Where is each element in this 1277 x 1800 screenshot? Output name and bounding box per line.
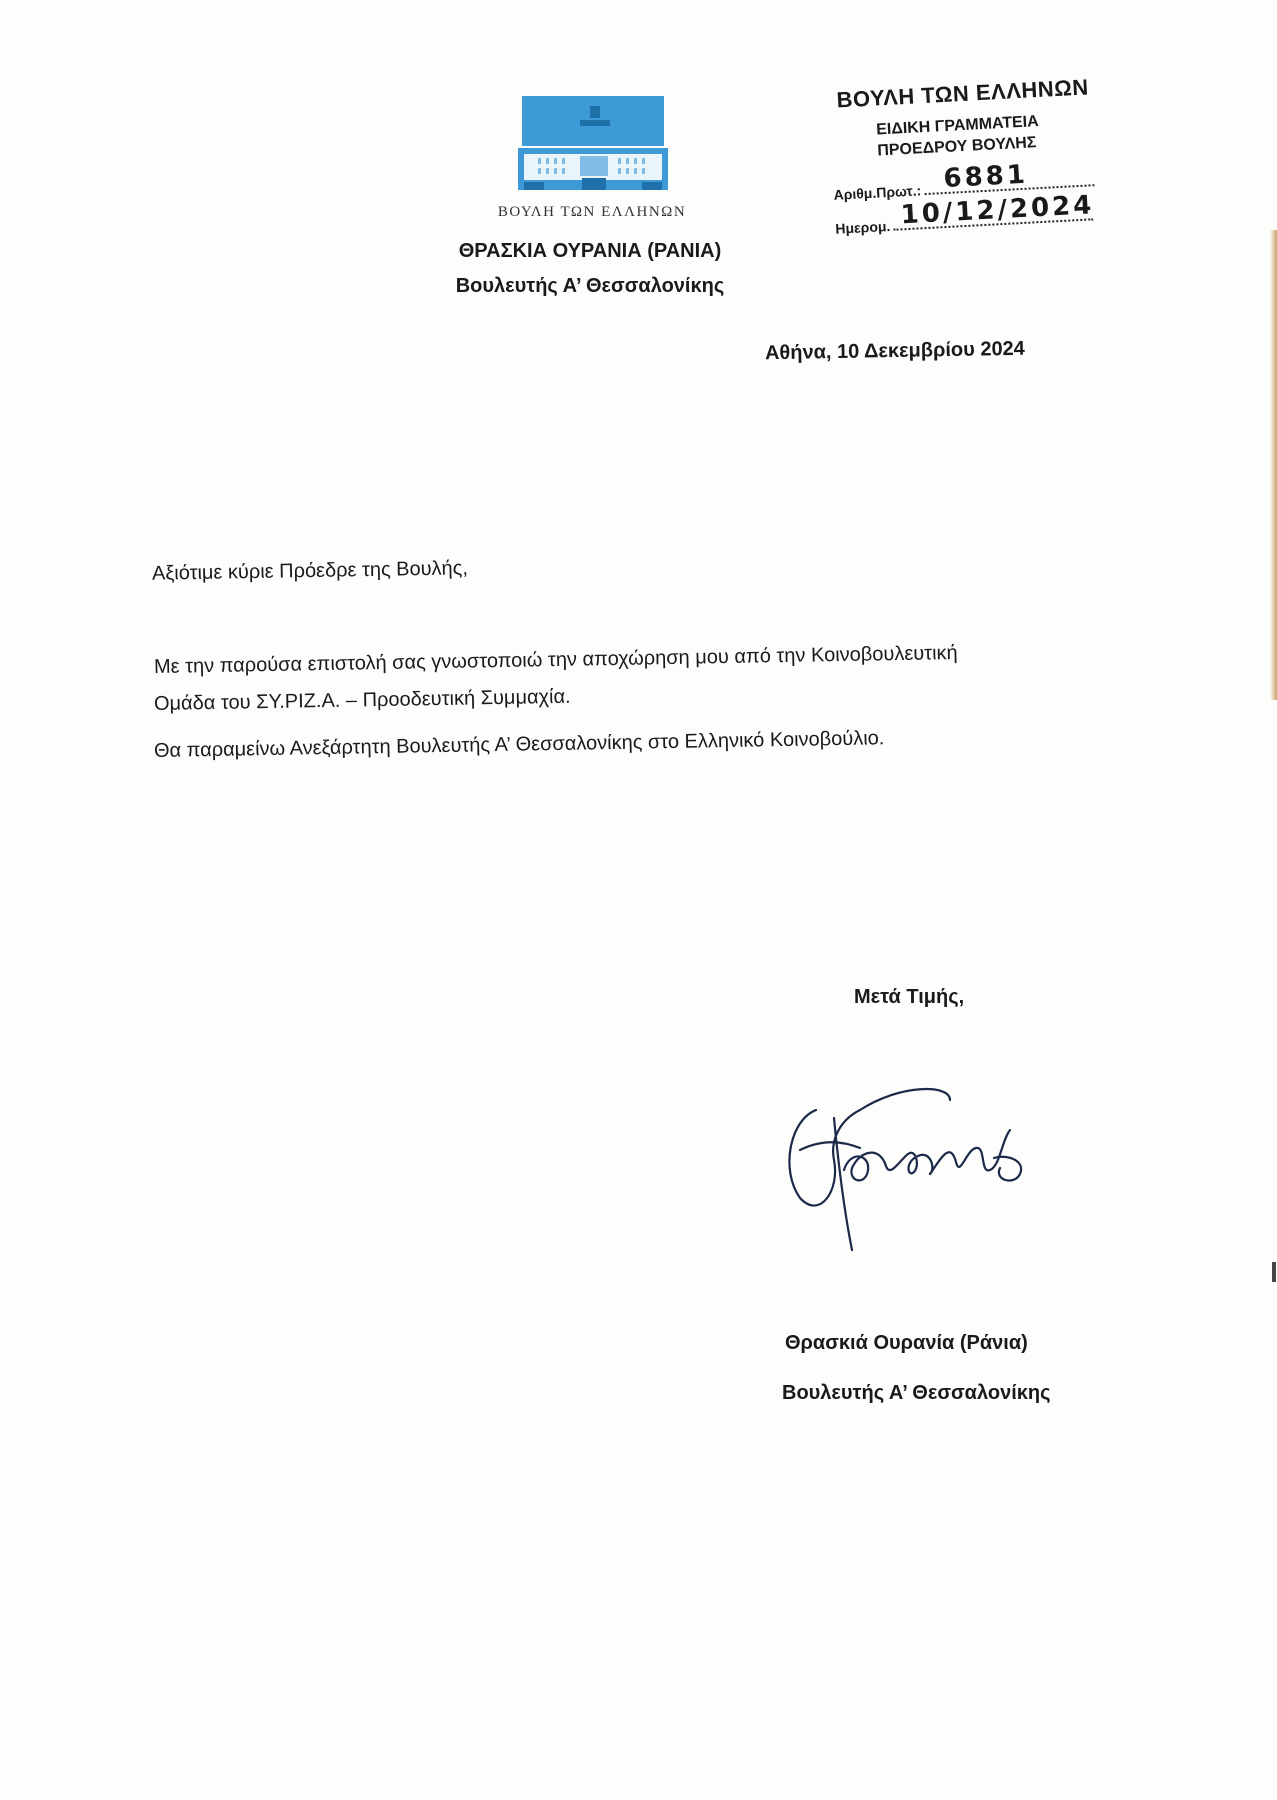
stamp-department: ΕΙΔΙΚΗ ΓΡΑΜΜΑΤΕΙΑ [875, 113, 1040, 139]
protocol-label: Αριθμ.Πρωτ.: [833, 182, 922, 203]
protocol-number: 6881 [942, 159, 1029, 195]
scan-edge [1270, 230, 1277, 700]
mp-title: Βουλευτής Α’ Θεσσαλονίκης [455, 275, 725, 297]
signatory-title: Βουλευτής Α’ Θεσσαλονίκης [782, 1382, 1051, 1404]
paragraph-1-line-1: Με την παρούσα επιστολή σας γνωστοποιώ την αποχώρηση μου από την Κοινοβουλευτική [153, 641, 958, 678]
letter-date: Αθήνα, 10 Δεκεμβρίου 2024 [764, 337, 1026, 365]
paragraph-2: Θα παραμείνω Ανεξάρτητη Βουλευτής Α’ Θεσσαλονίκης στο Ελληνικό Κοινοβούλιο. [153, 727, 885, 762]
handwritten-signature [780, 1070, 1050, 1260]
paragraph-1-line-2: Ομάδα του ΣΥ.ΡΙΖ.Α. – Προοδευτική Συμμαχία. [153, 685, 571, 715]
mp-name: ΘΡΑΣΚΙΑ ΟΥΡΑΝΙΑ (ΡΑΝΙΑ) [458, 240, 722, 262]
closing: Μετά Τιμής, [854, 986, 965, 1008]
logo-caption: ΒΟΥΛΗ ΤΩΝ ΕΛΛΗΝΩΝ [497, 204, 687, 220]
salutation: Αξιότιμε κύριε Πρόεδρε της Βουλής, [151, 557, 469, 585]
signatory-name: Θρασκιά Ουρανία (Ράνια) [785, 1332, 1028, 1354]
protocol-stamp [828, 72, 1136, 247]
stamp-title: ΒΟΥΛΗ ΤΩΝ ΕΛΛΗΝΩΝ [835, 74, 1090, 113]
stamp-date-value: 10/12/2024 [899, 190, 1096, 231]
parliament-logo [518, 92, 668, 194]
stamp-date-label: Ημερομ. [834, 217, 891, 237]
stamp-office: ΠΡΟΕΔΡΟΥ ΒΟΥΛΗΣ [876, 134, 1037, 160]
scan-mark [1272, 1262, 1276, 1282]
